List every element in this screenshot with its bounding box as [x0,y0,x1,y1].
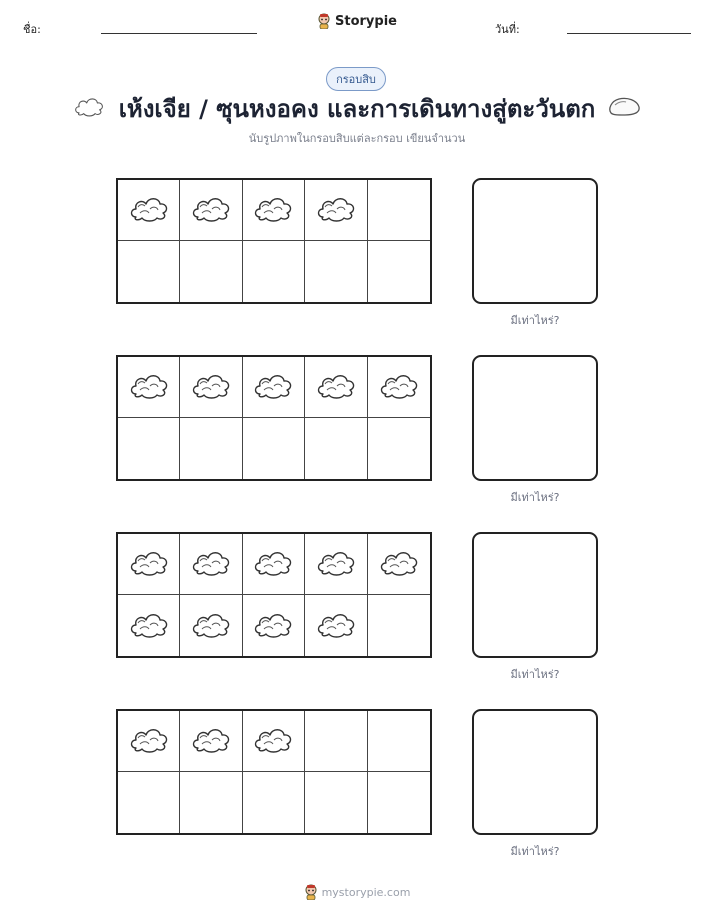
cloud-icon [315,547,357,581]
title-row [0,90,714,130]
ten-frame-cell [243,357,305,418]
cloud-icon [315,370,357,404]
cloud-icon [190,370,232,404]
ten-frame-cell [368,357,430,418]
how-many-label: มีเท่าไหร่? [510,491,560,504]
cloud-icon [252,370,294,404]
cloud-icon [378,370,420,404]
ten-frame-cell [305,418,367,479]
ten-frame-cell [243,180,305,241]
footer-url: mystorypie.com [321,885,411,899]
ten-frame-cell [305,772,367,833]
ten-frame-cell [243,418,305,479]
ten-frame-cell [368,241,430,302]
ten-frame-cell [243,711,305,772]
worksheet-tag: กรอบสิบ [326,67,386,91]
footer [0,884,714,900]
how-many-label: มีเท่าไหร่? [510,668,560,681]
ten-frame-cell [368,418,430,479]
ten-frame-cell [118,418,180,479]
ten-frame-cell [368,772,430,833]
ten-frame-cell [118,772,180,833]
instructions: นับรูปภาพในกรอบสิบแต่ละกรอบ เขียนจำนวน [248,132,466,145]
ten-frame-cell [305,595,367,656]
ten-frame-cell [368,595,430,656]
ten-frame-cell [118,711,180,772]
storypie-logo-icon [304,884,318,900]
ten-frame [116,355,432,481]
ten-frame-cell [305,180,367,241]
ten-frame-cell [180,711,242,772]
cloud-icon [128,370,170,404]
ten-frame-cell [180,772,242,833]
cloud-icon [128,609,170,643]
how-many-label: มีเท่าไหร่? [510,314,560,327]
cloud-icon [315,609,357,643]
ten-frame [116,178,432,304]
answer-box[interactable] [472,178,598,304]
ten-frame-cell [305,357,367,418]
answer-box[interactable] [472,709,598,835]
ten-frame-cell [305,534,367,595]
brand-name: Storypie [335,13,397,29]
ten-frame-cell [305,241,367,302]
ten-frame-cell [243,772,305,833]
answer-box[interactable] [472,355,598,481]
ten-frame-cell [118,357,180,418]
ten-frame-cell [368,711,430,772]
ten-frame-cell [118,534,180,595]
ten-frame-cell [118,595,180,656]
ten-frame-cell [118,180,180,241]
cloud-icon [378,547,420,581]
cloud-icon [252,193,294,227]
ten-frame-cell [118,241,180,302]
storypie-logo-icon [317,13,331,29]
ten-frame-cell [180,418,242,479]
date-line[interactable] [567,33,691,34]
ten-frame-cell [368,534,430,595]
cloud-icon [190,724,232,758]
date-label: วันที่: [495,23,520,36]
ten-frame [116,709,432,835]
ten-frame-cell [305,711,367,772]
cloud-icon [315,193,357,227]
cloud-icon [190,609,232,643]
cloud-icon [252,609,294,643]
cloud-icon [128,547,170,581]
ten-frame-cell [180,595,242,656]
ten-frame [116,532,432,658]
ten-frame-cell [180,180,242,241]
brand [0,13,714,29]
cloud-icon [252,724,294,758]
answer-box[interactable] [472,532,598,658]
name-line[interactable] [101,33,257,34]
ten-frame-cell [180,534,242,595]
cloud-icon [128,724,170,758]
page-title: เห้งเจีย / ซุนหงอคง และการเดินทางสู่ตะวันตก [118,95,596,123]
ten-frame-cell [180,241,242,302]
cloud-icon [252,547,294,581]
ten-frame-cell [180,357,242,418]
name-label: ชื่อ: [23,23,41,36]
ten-frame-cell [368,180,430,241]
cloud-icon [190,547,232,581]
ten-frame-cell [243,241,305,302]
cloud-icon [128,193,170,227]
stone-icon [607,94,641,118]
how-many-label: มีเท่าไหร่? [510,845,560,858]
ten-frame-cell [243,595,305,656]
ten-frame-cell [243,534,305,595]
cloud-icon [190,193,232,227]
